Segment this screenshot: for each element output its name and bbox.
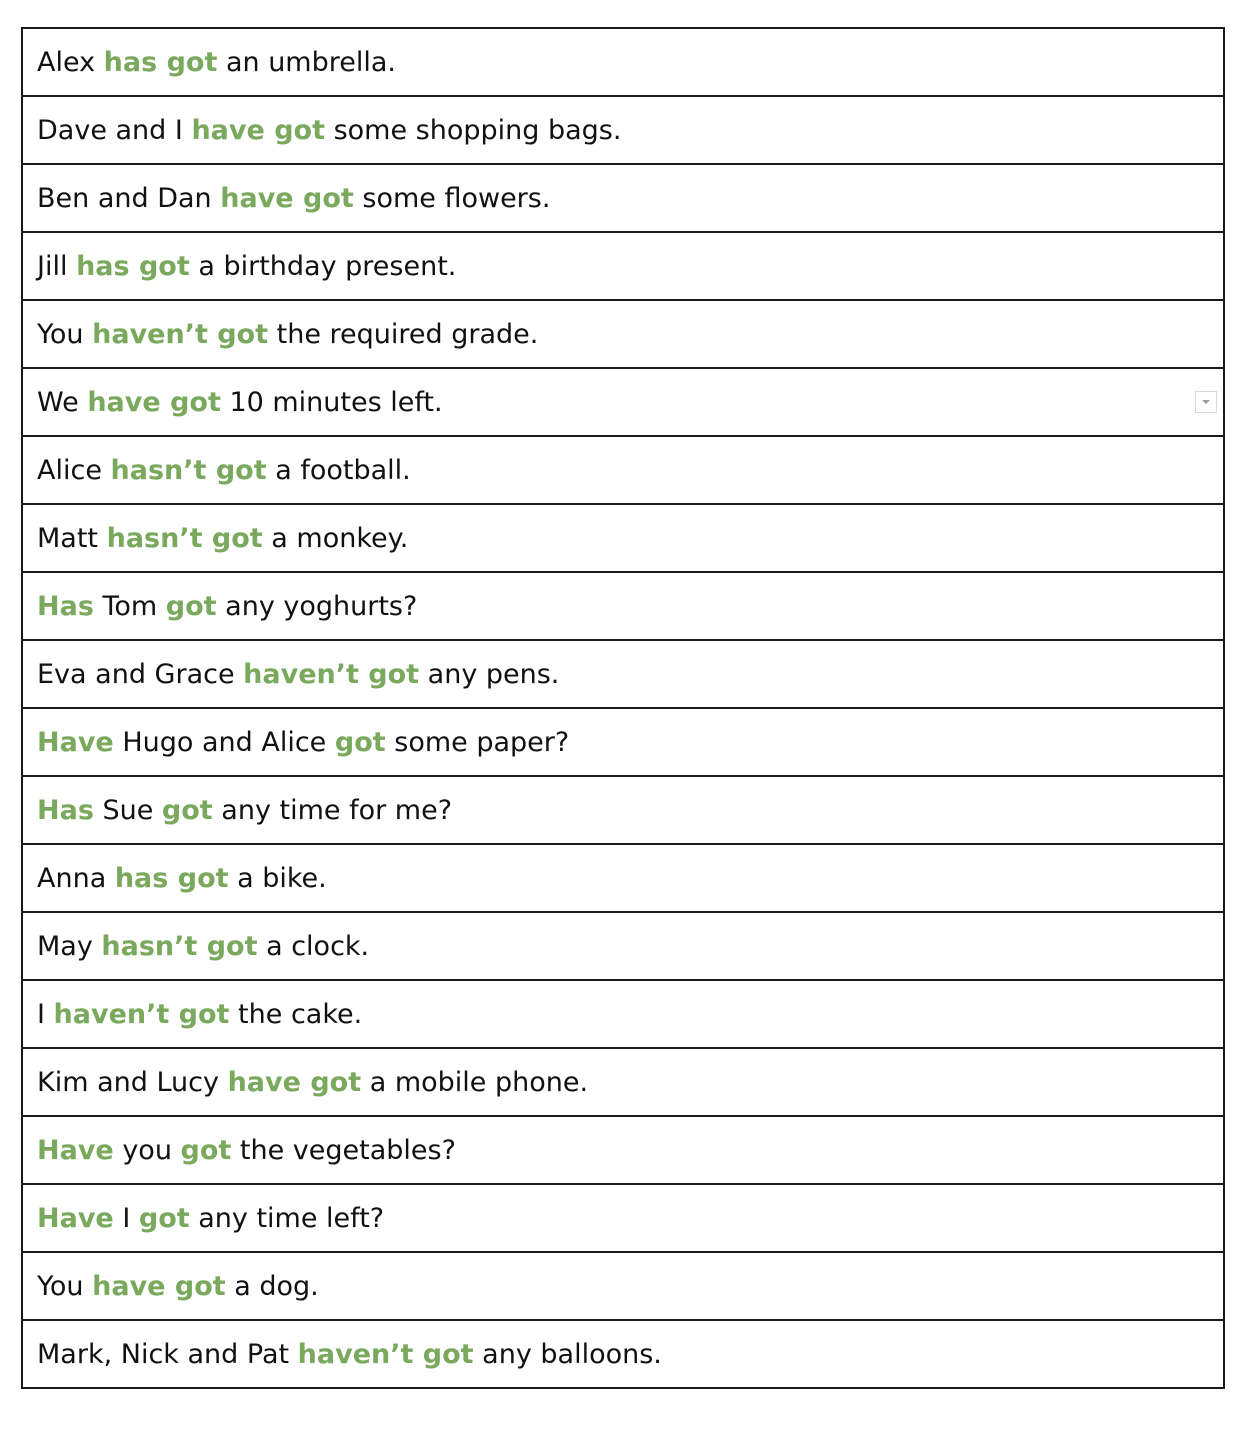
table-row <box>22 844 1224 912</box>
sentence-cell <box>22 844 1224 912</box>
highlighted-verb: haven’t got <box>92 318 269 350</box>
table-row <box>22 1048 1224 1116</box>
sentence-text: Kim and Lucy <box>37 1066 228 1098</box>
table-row <box>22 96 1224 164</box>
sentence-text: any balloons. <box>473 1338 662 1370</box>
highlighted-verb: hasn’t got <box>101 930 258 962</box>
sentence-text: any time for me? <box>212 794 453 826</box>
sentence-text: Matt <box>37 522 107 554</box>
sentence-text: Ben and Dan <box>37 182 221 214</box>
sentence-text: Hugo and Alice <box>113 726 335 758</box>
sentence-cell <box>22 1252 1224 1320</box>
sentence-cell <box>22 980 1224 1048</box>
highlighted-verb: has got <box>103 46 218 78</box>
highlighted-verb: Has <box>37 590 94 622</box>
sentence-text: any yoghurts? <box>216 590 418 622</box>
highlighted-verb: haven’t got <box>243 658 420 690</box>
table-row <box>22 912 1224 980</box>
table-row <box>22 436 1224 504</box>
cell-dropdown-icon[interactable] <box>1195 391 1217 413</box>
sentence-text: the vegetables? <box>231 1134 456 1166</box>
sentence-text: some flowers. <box>353 182 551 214</box>
sentence-cell <box>22 572 1224 640</box>
sentence-text: Dave and I <box>37 114 192 146</box>
sentence-table-body <box>22 28 1224 1388</box>
sentence-text: We <box>37 386 88 418</box>
sentence-text: I <box>113 1202 139 1234</box>
sentence-text: Mark, Nick and Pat <box>37 1338 298 1370</box>
sentence-text: May <box>37 930 102 962</box>
table-row <box>22 708 1224 776</box>
highlighted-verb: Have <box>37 1134 114 1166</box>
table-row <box>22 1252 1224 1320</box>
sentence-cell <box>22 28 1224 96</box>
highlighted-verb: have got <box>191 114 325 146</box>
sentence-text: a bike. <box>228 862 327 894</box>
sentence-cell <box>22 164 1224 232</box>
highlighted-verb: have got <box>227 1066 362 1098</box>
sentence-text: I <box>37 998 54 1030</box>
sentence-text: some shopping bags. <box>324 114 622 146</box>
sentence-text: Jill <box>37 250 77 282</box>
sentence-text: 10 minutes left. <box>220 386 443 418</box>
sentence-text: a football. <box>266 454 411 486</box>
sentence-text: a birthday present. <box>189 250 457 282</box>
table-row <box>22 640 1224 708</box>
sentence-text: You <box>37 1270 93 1302</box>
sentence-text: Alex <box>37 46 104 78</box>
sentence-text: any pens. <box>419 658 560 690</box>
highlighted-verb: got <box>165 590 217 622</box>
table-row <box>22 1116 1224 1184</box>
highlighted-verb: got <box>161 794 213 826</box>
sentence-cell <box>22 708 1224 776</box>
highlighted-verb: Has <box>37 794 94 826</box>
sentence-table <box>21 27 1225 1389</box>
table-row <box>22 232 1224 300</box>
highlighted-verb: have got <box>220 182 354 214</box>
highlighted-verb: got <box>138 1202 190 1234</box>
sentence-text: an umbrella. <box>217 46 396 78</box>
sentence-text: a dog. <box>225 1270 319 1302</box>
sentence-text: Alice <box>37 454 111 486</box>
sentence-text: a clock. <box>257 930 370 962</box>
table-row <box>22 300 1224 368</box>
sentence-text: you <box>113 1134 181 1166</box>
sentence-text: a monkey. <box>262 522 409 554</box>
sentence-cell <box>22 232 1224 300</box>
highlighted-verb: got <box>180 1134 232 1166</box>
sentence-text: You <box>37 318 93 350</box>
sentence-cell <box>22 300 1224 368</box>
sentence-text: Sue <box>93 794 162 826</box>
table-row <box>22 1320 1224 1388</box>
sentence-text: Anna <box>37 862 115 894</box>
sentence-text: some paper? <box>385 726 570 758</box>
sentence-cell <box>22 504 1224 572</box>
highlighted-verb: Have <box>37 726 114 758</box>
table-row <box>22 164 1224 232</box>
sentence-cell <box>22 640 1224 708</box>
sentence-cell <box>22 912 1224 980</box>
sentence-text: Tom <box>93 590 166 622</box>
sentence-cell <box>22 1184 1224 1252</box>
sentence-text: Eva and Grace <box>37 658 244 690</box>
sentence-cell <box>22 368 1224 436</box>
highlighted-verb: haven’t got <box>53 998 230 1030</box>
table-row <box>22 1184 1224 1252</box>
sentence-text: the cake. <box>229 998 363 1030</box>
sentence-cell <box>22 96 1224 164</box>
highlighted-verb: got <box>334 726 386 758</box>
table-row <box>22 504 1224 572</box>
highlighted-verb: hasn’t got <box>106 522 263 554</box>
table-row <box>22 572 1224 640</box>
sentence-cell <box>22 776 1224 844</box>
sentence-cell <box>22 1048 1224 1116</box>
sentence-cell <box>22 436 1224 504</box>
highlighted-verb: haven’t got <box>297 1338 474 1370</box>
sentence-text: a mobile phone. <box>361 1066 589 1098</box>
sentence-text: any time left? <box>189 1202 385 1234</box>
table-row <box>22 980 1224 1048</box>
sentence-text: the required grade. <box>268 318 539 350</box>
sentence-cell <box>22 1116 1224 1184</box>
highlighted-verb: have got <box>92 1270 226 1302</box>
table-row <box>22 28 1224 96</box>
highlighted-verb: hasn’t got <box>110 454 267 486</box>
highlighted-verb: has got <box>76 250 190 282</box>
highlighted-verb: has got <box>114 862 229 894</box>
table-row <box>22 368 1224 436</box>
highlighted-verb: have got <box>87 386 221 418</box>
sentence-cell <box>22 1320 1224 1388</box>
table-row <box>22 776 1224 844</box>
highlighted-verb: Have <box>37 1202 114 1234</box>
